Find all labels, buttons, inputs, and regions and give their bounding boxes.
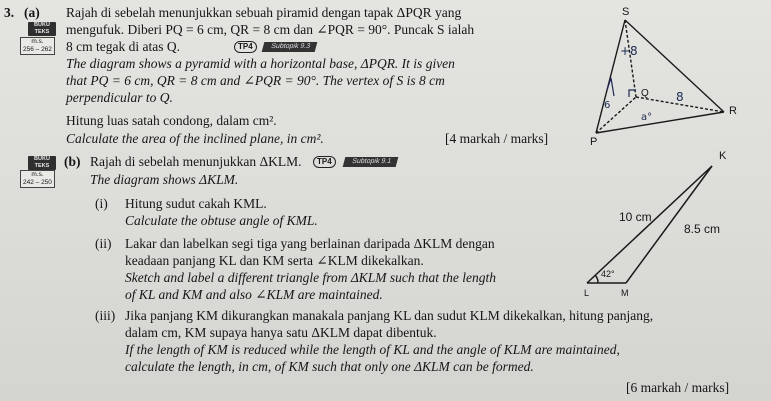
part-b-ii-english1: Sketch and label a different triangle from ΔKLM such that the length <box>125 270 496 285</box>
handwritten-8-top: +8 <box>620 44 638 58</box>
part-b-i-english: Calculate the obtuse angle of KML. <box>125 213 318 228</box>
angle-arc-L <box>595 275 598 283</box>
part-a-label: (a) <box>24 5 40 20</box>
part-a-english-line3: perpendicular to Q. <box>66 90 173 105</box>
part-b-ii-malay2: keadaan panjang KL dan KM serta ∠KLM dikekalkan. <box>125 253 424 268</box>
vertex-P: P <box>590 136 598 148</box>
handwritten-6: 6 <box>604 100 611 111</box>
part-b-ii-malay1: Lakar dan labelkan segi tiga yang berlainan daripada ΔKLM dengan <box>125 236 495 251</box>
part-a-english-line2: that PQ = 6 cm, QR = 8 cm and ∠PQR = 90°. The vertex of S is 8 cm <box>66 73 445 88</box>
part-b-iii-english2: calculate the length, in cm, of KM such that only one ΔKLM can be formed. <box>125 359 534 374</box>
subtopik-badge-a: Subtopik 9.3 <box>262 42 318 52</box>
part-a-malay-line1: Rajah di sebelah menunjukkan sebuah piramid dengan tapak ΔPQR yang <box>66 5 462 20</box>
vertex-Q: Q <box>641 88 649 99</box>
part-a-task-english: Calculate the area of the inclined plane, in cm². <box>66 131 324 146</box>
part-b-ii-label: (ii) <box>95 236 112 251</box>
vertex-L: L <box>584 288 590 298</box>
question-number: 3. <box>4 5 15 20</box>
part-a-marks: [4 markah / marks] <box>445 131 549 146</box>
subtopik-badge-b: Subtopik 9.1 <box>343 157 399 167</box>
part-b-iii-label: (iii) <box>95 308 116 323</box>
side-label-KM: 8.5 cm <box>684 222 721 236</box>
part-b-malay: Rajah di sebelah menunjukkan ΔKLM. <box>90 154 302 169</box>
part-a-english-line1: The diagram shows a pyramid with a horizontal base, ΔPQR. It is given <box>66 56 455 71</box>
part-b-i-malay: Hitung sudut cakah KML. <box>125 196 267 211</box>
page-ref-b: m.s. 242 – 250 <box>20 170 55 188</box>
part-b-marks: [6 markah / marks] <box>626 380 730 395</box>
part-b-ii-english2: of KL and KM and also ∠KLM are maintained. <box>125 287 383 302</box>
handwritten-8-right: 8 <box>676 90 684 104</box>
vertex-R: R <box>729 105 737 117</box>
part-b-i-label: (i) <box>95 196 108 211</box>
part-b-iii-english1: If the length of KM is reduced while the length of KL and the angle of KLM are maintained, <box>125 342 620 357</box>
part-a-malay-line3: 8 cm tegak di atas Q. <box>66 39 180 54</box>
side-label-KL: 10 cm <box>619 210 652 224</box>
vertex-K: K <box>719 150 727 162</box>
part-b-iii-malay1: Jika panjang KM dikurangkan manakala panjang KL dan sudut KLM dikekalkan, hitung panjang, <box>125 308 654 323</box>
part-a-malay-line2: mengufuk. Diberi PQ = 6 cm, QR = 8 cm dan ∠PQR = 90°. Puncak S ialah <box>66 22 475 37</box>
page-ref-a: m.s. 256 – 262 <box>20 37 55 55</box>
part-b-iii-malay2: dalam cm, KM supaya hanya satu ΔKLM dapat dibentuk. <box>125 325 437 340</box>
vertex-M: M <box>621 288 629 298</box>
buku-teks-badge-b: BUKU TEKS <box>28 156 56 170</box>
tp4-badge-a: TP4 <box>234 41 257 53</box>
tp4-badge-b: TP4 <box>313 156 336 168</box>
buku-teks-badge-a: BUKU TEKS <box>28 22 56 36</box>
part-a-task-malay: Hitung luas satah condong, dalam cm². <box>66 113 277 128</box>
part-b-label: (b) <box>64 154 81 169</box>
part-b-english: The diagram shows ΔKLM. <box>90 172 239 187</box>
angle-label-L: 42° <box>601 269 615 279</box>
handwritten-angle: a° <box>641 112 653 123</box>
vertex-S: S <box>622 6 630 18</box>
